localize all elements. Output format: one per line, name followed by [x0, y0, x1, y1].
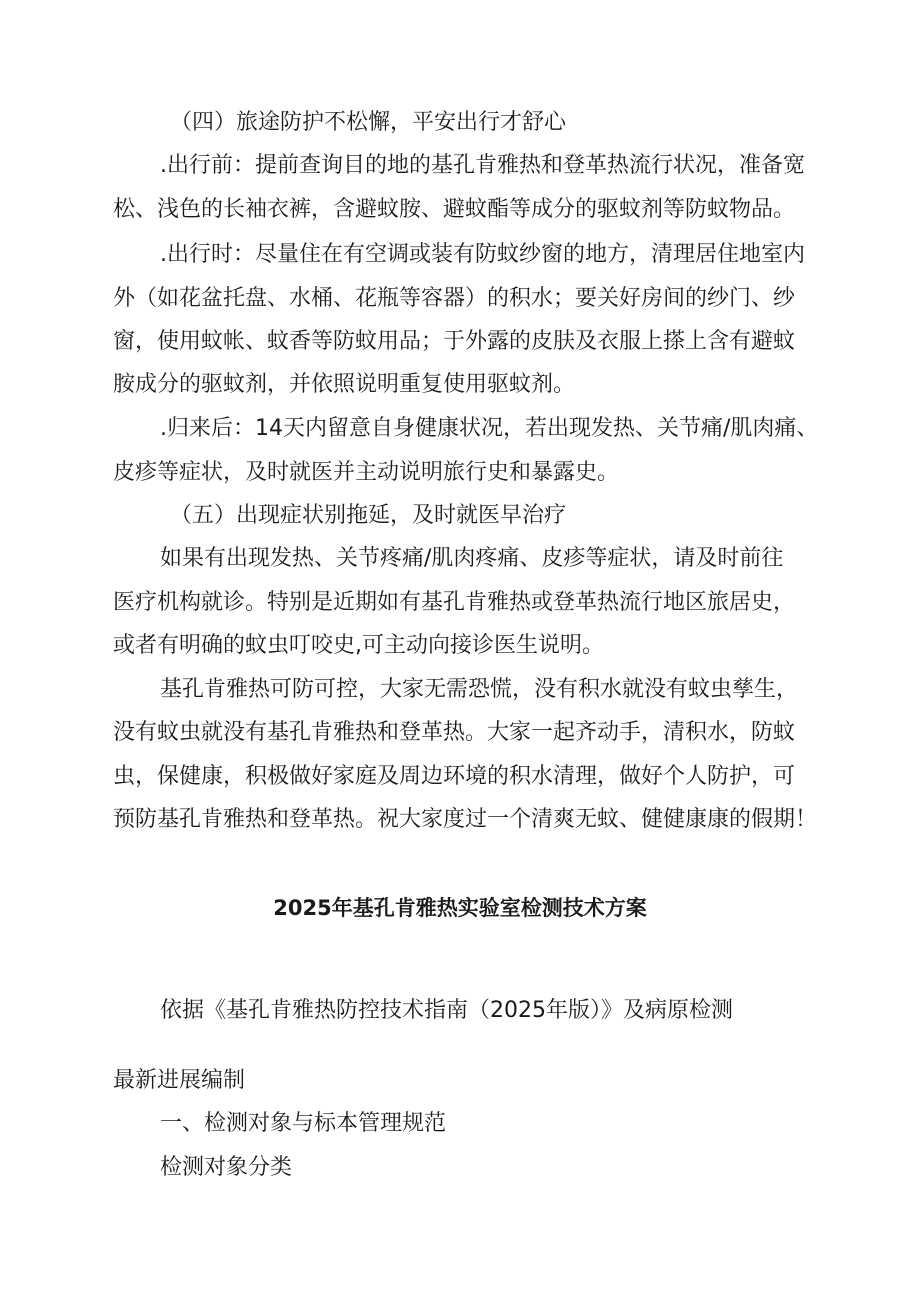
paragraph-line: 虫，保健康，积极做好家庭及周边环境的积水清理，做好个人防护，可	[113, 764, 796, 789]
paragraph-line: 胺成分的驱蚊剂，并依照说明重复使用驱蚊剂。	[113, 372, 576, 397]
subsection-heading: 检测对象分类	[160, 1155, 293, 1180]
paragraph-line: .归来后：14天内留意自身健康状况，若出现发热、关节痛/肌肉痛、	[160, 416, 819, 441]
paragraph-line: 没有蚊虫就没有基孔肯雅热和登革热。大家一起齐动手，清积水，防蚊	[113, 720, 796, 745]
section-heading-4: （四）旅途防护不松懈，平安出行才舒心	[170, 110, 567, 135]
paragraph-line: 松、浅色的长袖衣裤，含避蚊胺、避蚊酯等成分的驱蚊剂等防蚊物品。	[113, 197, 796, 222]
paragraph-line: 最新进展编制	[113, 1068, 246, 1093]
paragraph-line: 外（如花盆托盘、水桶、花瓶等容器）的积水；要关好房间的纱门、纱	[113, 286, 796, 311]
paragraph-line: 如果有出现发热、关节疼痛/肌肉疼痛、皮疹等症状，请及时前往	[160, 546, 784, 571]
paragraph-line: .出行时：尽量住在有空调或装有防蚊纱窗的地方，清理居住地室内	[160, 242, 805, 267]
paragraph-line: 预防基孔肯雅热和登革热。祝大家度过一个清爽无蚊、健健康康的假期！	[113, 807, 818, 832]
paragraph-line: 基孔肯雅热可防可控，大家无需恐慌，没有积水就没有蚊虫孳生，	[160, 677, 799, 702]
paragraph-line: 或者有明确的蚊虫叮咬史,可主动向接诊医生说明。	[113, 633, 604, 658]
paragraph-line: 依据《基孔肯雅热防控技术指南（2025年版）》及病原检测	[160, 998, 733, 1023]
section-heading-5: （五）出现症状别拖延，及时就医早治疗	[170, 503, 567, 528]
paragraph-line: 窗，使用蚊帐、蚊香等防蚊用品；于外露的皮肤及衣服上搽上含有避蚊	[113, 329, 796, 354]
paragraph-line: 皮疹等症状，及时就医并主动说明旅行史和暴露史。	[113, 460, 620, 485]
paragraph-line: .出行前：提前查询目的地的基孔肯雅热和登革热流行状况，准备宽	[160, 153, 805, 178]
document-title: 2025年基孔肯雅热实验室检测技术方案	[273, 896, 647, 920]
section-heading-1: 一、检测对象与标本管理规范	[160, 1111, 447, 1136]
paragraph-line: 医疗机构就诊。特别是近期如有基孔肯雅热或登革热流行地区旅居史，	[113, 590, 796, 615]
